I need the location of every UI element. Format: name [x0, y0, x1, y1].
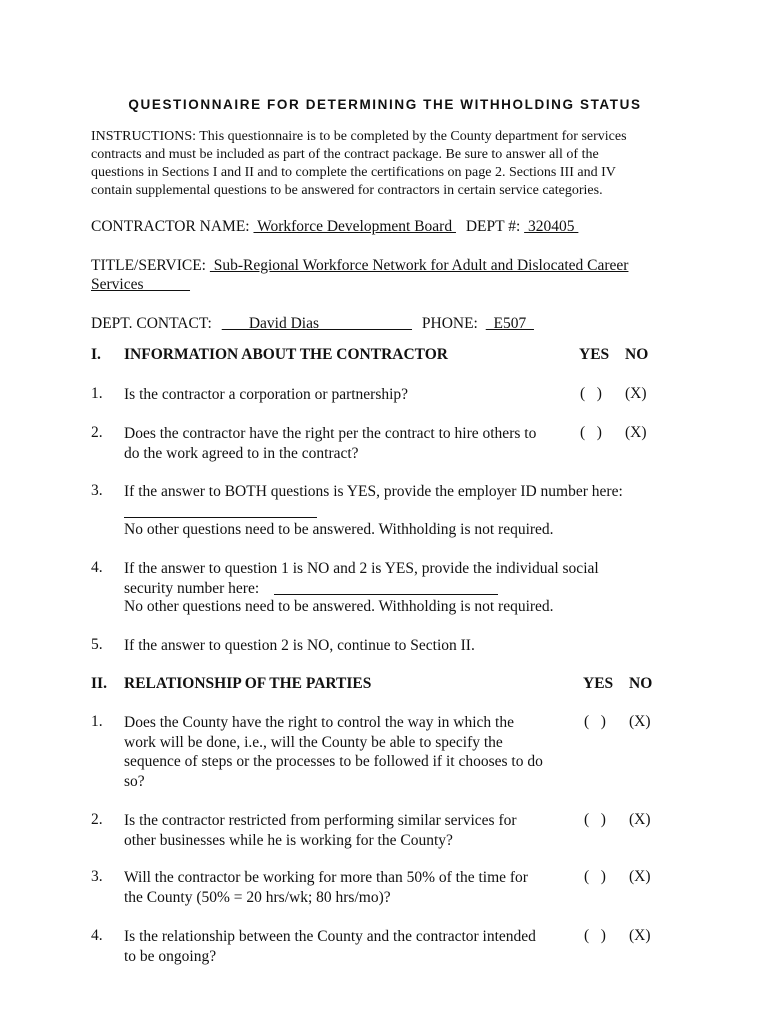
s1-q4-note: No other questions need to be answered. Withholding is not required. — [124, 598, 554, 615]
dept-contact-label: DEPT. CONTACT: — [91, 315, 212, 332]
s2-q2-text: Is the contractor restricted from performing similar services for other businesses while he is working for the County? — [124, 812, 517, 849]
section-2-number: II. — [91, 675, 107, 692]
section-2-yes-header: YES — [583, 675, 614, 692]
title-service-label: TITLE/SERVICE: — [91, 257, 206, 274]
phone-value: E507 — [485, 315, 534, 332]
s2-q3-number: 3. — [91, 868, 103, 885]
section-1-no-header: NO — [625, 346, 649, 363]
s2-q2-number: 2. — [91, 811, 103, 828]
section-1-number: I. — [91, 346, 101, 363]
ssn-blank[interactable] — [274, 594, 498, 595]
s1-q2-number: 2. — [91, 424, 103, 441]
section-2-no-header: NO — [629, 675, 653, 692]
s1-q5-number: 5. — [91, 636, 103, 653]
instructions-text: INSTRUCTIONS: This questionnaire is to be completed by the County department for services contracts and must be included as part of the contract package. Be sure to answer all of the questions in Sections I and II and to complete the certifications on page 2. Sections III and IV contain supplemental questions to be answered for contractors in certain service categories. — [91, 129, 627, 198]
dept-number-value: 320405 — [524, 218, 579, 235]
title-service-row — [91, 257, 628, 275]
title-service-row-2 — [91, 276, 190, 294]
phone-label: PHONE: — [421, 315, 478, 332]
s1-q1-text: Is the contractor a corporation or partnership? — [124, 386, 409, 403]
s2-q1-yes[interactable]: ( ) — [584, 713, 606, 730]
s2-q4-number: 4. — [91, 927, 103, 944]
dept-contact-value: David Dias — [221, 315, 413, 332]
s2-q1-text: Does the County have the right to control the way in which the work will be done, i.e., will the County be able to specify the sequence of steps or the processes to be followed if it chooses to do so? — [124, 714, 543, 790]
s2-q3-yes[interactable]: ( ) — [584, 868, 606, 885]
contractor-name-value: Workforce Development Board — [253, 218, 456, 235]
title-service-value-line2: Services — [91, 276, 191, 293]
s2-q1-number: 1. — [91, 713, 103, 730]
employer-id-blank[interactable] — [124, 517, 317, 518]
s1-q3-text: If the answer to BOTH questions is YES, provide the employer ID number here: — [124, 483, 623, 500]
contractor-name-row — [91, 218, 578, 236]
section-1-heading: INFORMATION ABOUT THE CONTRACTOR — [124, 346, 448, 363]
s1-q3-number: 3. — [91, 482, 103, 499]
s2-q3-no[interactable]: (X) — [629, 868, 651, 885]
contractor-name-label: CONTRACTOR NAME: — [91, 218, 250, 235]
s2-q4-no[interactable]: (X) — [629, 927, 651, 944]
dept-contact-row — [91, 315, 534, 333]
s2-q3-text: Will the contractor be working for more than 50% of the time for the County (50% = 20 hrs/wk; 80 hrs/mo)? — [124, 869, 528, 906]
s2-q1-no[interactable]: (X) — [629, 713, 651, 730]
s1-q4-number: 4. — [91, 559, 103, 576]
s1-q1-number: 1. — [91, 385, 103, 402]
section-1-yes-header: YES — [579, 346, 610, 363]
title-service-value-line1: Sub-Regional Workforce Network for Adult and Dislocated Career — [209, 257, 629, 274]
s1-q3-note: No other questions need to be answered. Withholding is not required. — [124, 521, 554, 538]
s1-q4-text: If the answer to question 1 is NO and 2 is YES, provide the individual social security number here: — [124, 560, 599, 597]
s1-q2-no[interactable]: (X) — [625, 424, 647, 441]
s1-q1-yes[interactable]: ( ) — [580, 385, 602, 402]
dept-number-label: DEPT #: — [465, 218, 521, 235]
s2-q2-no[interactable]: (X) — [629, 811, 651, 828]
s1-q2-text: Does the contractor have the right per the contract to hire others to do the work agreed to in the contract? — [124, 425, 537, 462]
s2-q2-yes[interactable]: ( ) — [584, 811, 606, 828]
document-title: QUESTIONNAIRE FOR DETERMINING THE WITHHOLDING STATUS — [128, 97, 642, 112]
s1-q5-text: If the answer to question 2 is NO, continue to Section II. — [124, 637, 475, 654]
section-2-heading: RELATIONSHIP OF THE PARTIES — [124, 675, 372, 692]
s1-q1-no[interactable]: (X) — [625, 385, 647, 402]
s2-q4-yes[interactable]: ( ) — [584, 927, 606, 944]
s1-q2-yes[interactable]: ( ) — [580, 424, 602, 441]
s2-q4-text: Is the relationship between the County and the contractor intended to be ongoing? — [124, 928, 536, 965]
